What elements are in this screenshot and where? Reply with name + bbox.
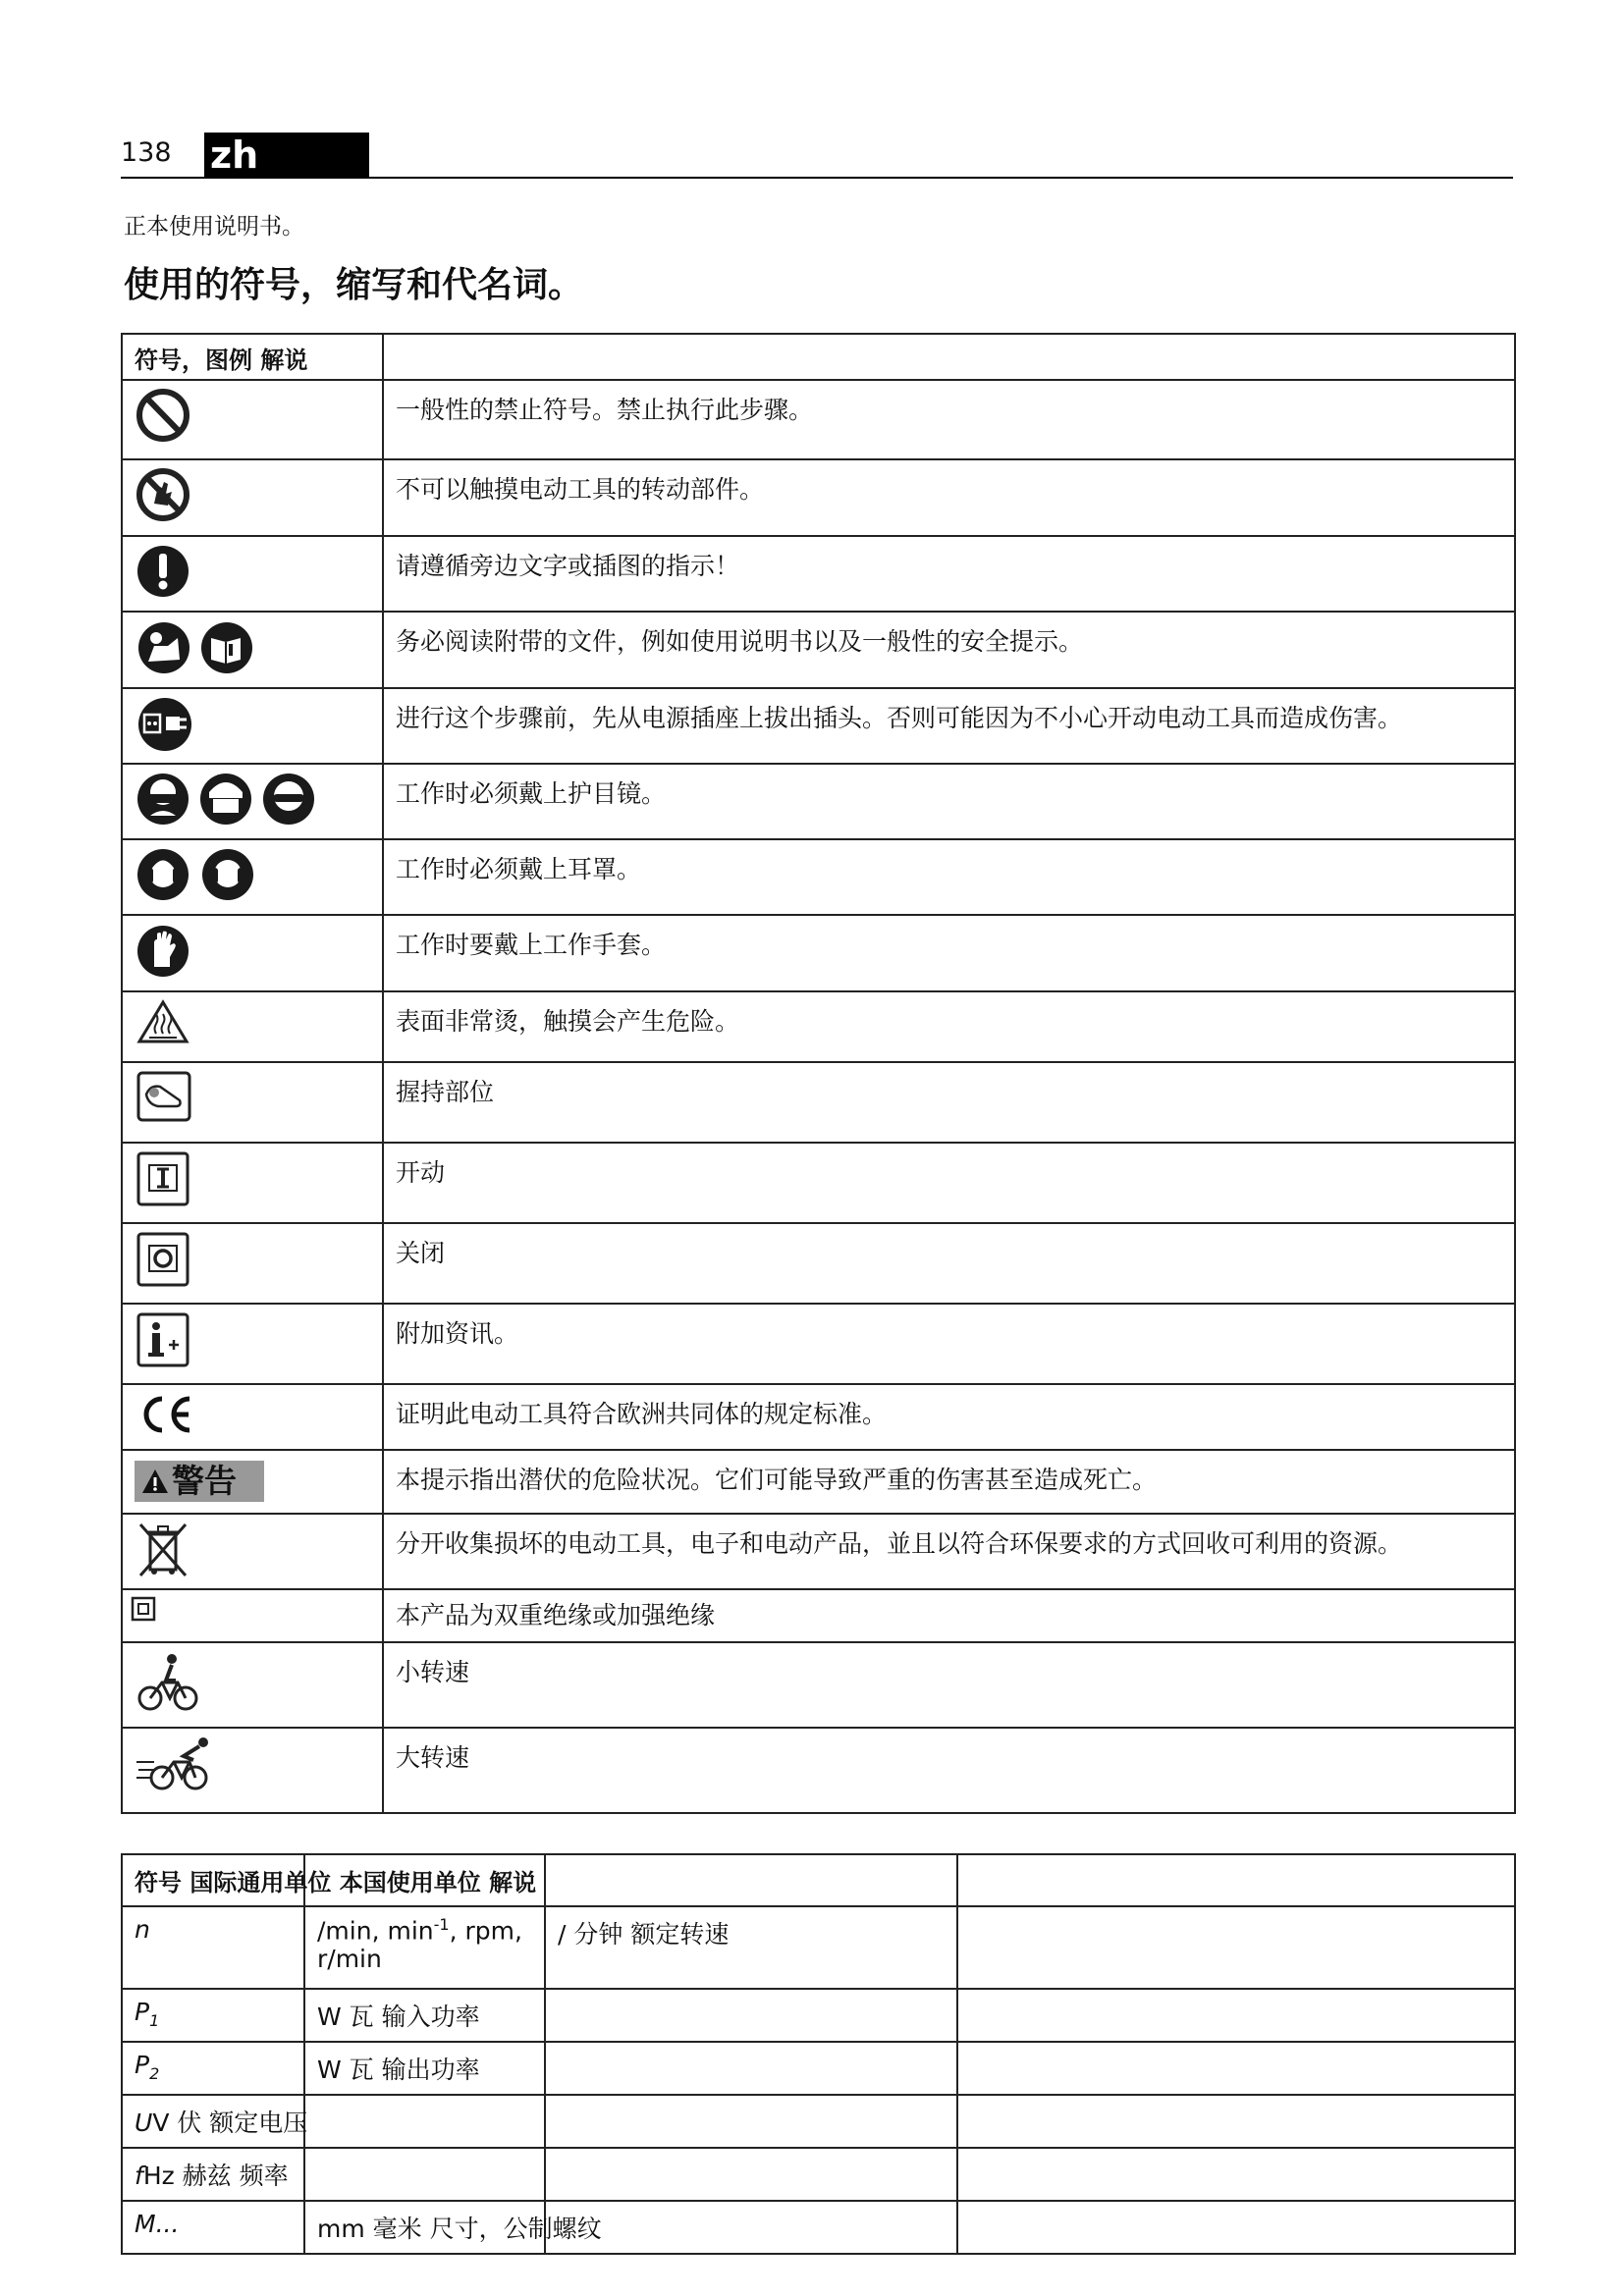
row-text: 本提示指出潜伏的危险状况。它们可能导致严重的伤害甚至造成死亡。 [383,1450,1515,1514]
row-text: 小转速 [383,1642,1515,1728]
row-text: 握持部位 [383,1062,1515,1143]
table-row [122,536,1515,612]
table-row [122,459,1515,536]
switch-off-icon [135,1228,191,1287]
row-text: 表面非常烫，触摸会产生危险。 [383,991,1515,1062]
table-row [122,1450,1515,1514]
unplug-icon [135,693,195,752]
row-text: 不可以触摸电动工具的转动部件。 [383,459,1515,536]
table-row: $P_1$ W 瓦 输入功率 [122,1989,1515,2042]
hot-surface-icon [135,996,191,1047]
prohibition-icon [135,385,191,442]
table-row [122,839,1515,915]
units-table [121,1853,1516,2255]
table-row [122,688,1515,764]
warning-label-text: 警告 [172,1462,237,1500]
table-row [122,1062,1515,1143]
row-text: 工作时要戴上工作手套。 [383,915,1515,991]
grip-area-icon [135,1067,193,1124]
table-row [122,1304,1515,1384]
additional-info-icon [135,1308,191,1367]
section-title: 使用的符号，缩写和代名词。 [124,265,584,305]
intro-text: 正本使用说明书。 [124,214,304,240]
table-row: M... mm 毫米 尺寸，公制螺纹 [122,2201,1515,2254]
symbols-table [121,333,1516,1814]
table-row [122,1223,1515,1304]
row-text: 进行这个步骤前，先从电源插座上拔出插头。否则可能因为不小心开动电动工具而造成伤害。 [383,688,1515,764]
table-row [122,915,1515,991]
table-row [122,1642,1515,1728]
table-row: n /min, $\min^{-1}$, rpm, r/min / 分钟 额定转速 [122,1906,1515,1989]
header-rule [121,177,1513,179]
ear-protection-icon [135,844,258,901]
table-row [122,380,1515,459]
row-text: 分开收集损坏的电动工具，电子和电动产品，並且以符合环保要求的方式回收可利用的资源。 [383,1514,1515,1589]
row-text: 工作时必须戴上护目镜。 [383,764,1515,839]
table-header-row [122,1854,1515,1906]
table-row [122,1143,1515,1223]
row-text: 开动 [383,1143,1515,1223]
high-speed-icon [135,1733,215,1793]
table-row: UV 伏 额定电压 [122,2095,1515,2148]
table-row [122,991,1515,1062]
row-text: 本产品为双重绝缘或加强绝缘 [383,1589,1515,1642]
row-text: 证明此电动工具符合欧洲共同体的规定标准。 [383,1384,1515,1450]
units-table-header: 符号 国际通用单位 本国使用单位 解说 [122,1854,304,1906]
table-row [122,1589,1515,1642]
local-unit: / 分钟 额定转速 [545,1906,957,1989]
table-row [122,612,1515,688]
row-text: 工作时必须戴上耳罩。 [383,839,1515,915]
row-text: 大转速 [383,1728,1515,1813]
page-number: 138 [121,137,172,168]
double-insulation-icon [129,1594,158,1624]
table-row [122,1514,1515,1589]
language-badge: zh (CM) [204,133,369,178]
row-text: 关闭 [383,1223,1515,1304]
exclamation-icon [135,541,191,598]
row-text: 务必阅读附带的文件，例如使用说明书以及一般性的安全提示。 [383,612,1515,688]
low-speed-icon [135,1647,203,1716]
row-text: 请遵循旁边文字或插图的指示！ [383,536,1515,612]
warning-label-icon [135,1461,264,1502]
table-header-row [122,334,1515,380]
table-header: 符号，图例 解说 [122,334,383,380]
table-row [122,764,1515,839]
row-text: 一般性的禁止符号。禁止执行此步骤。 [383,380,1515,459]
read-manual-icon [135,616,256,675]
weee-bin-icon [135,1519,191,1579]
symbol: n [135,1915,150,1944]
table-row [122,1384,1515,1450]
eye-protection-icon [135,769,321,826]
row-text: 附加资讯。 [383,1304,1515,1384]
switch-on-icon [135,1148,191,1206]
ce-mark-icon [135,1389,197,1438]
table-row: fHz 赫兹 频率 [122,2148,1515,2201]
table-row [122,1728,1515,1813]
gloves-icon [135,920,191,979]
do-not-touch-rotating-parts-icon [135,464,191,521]
table-row: $P_2$ W 瓦 输出功率 [122,2042,1515,2095]
